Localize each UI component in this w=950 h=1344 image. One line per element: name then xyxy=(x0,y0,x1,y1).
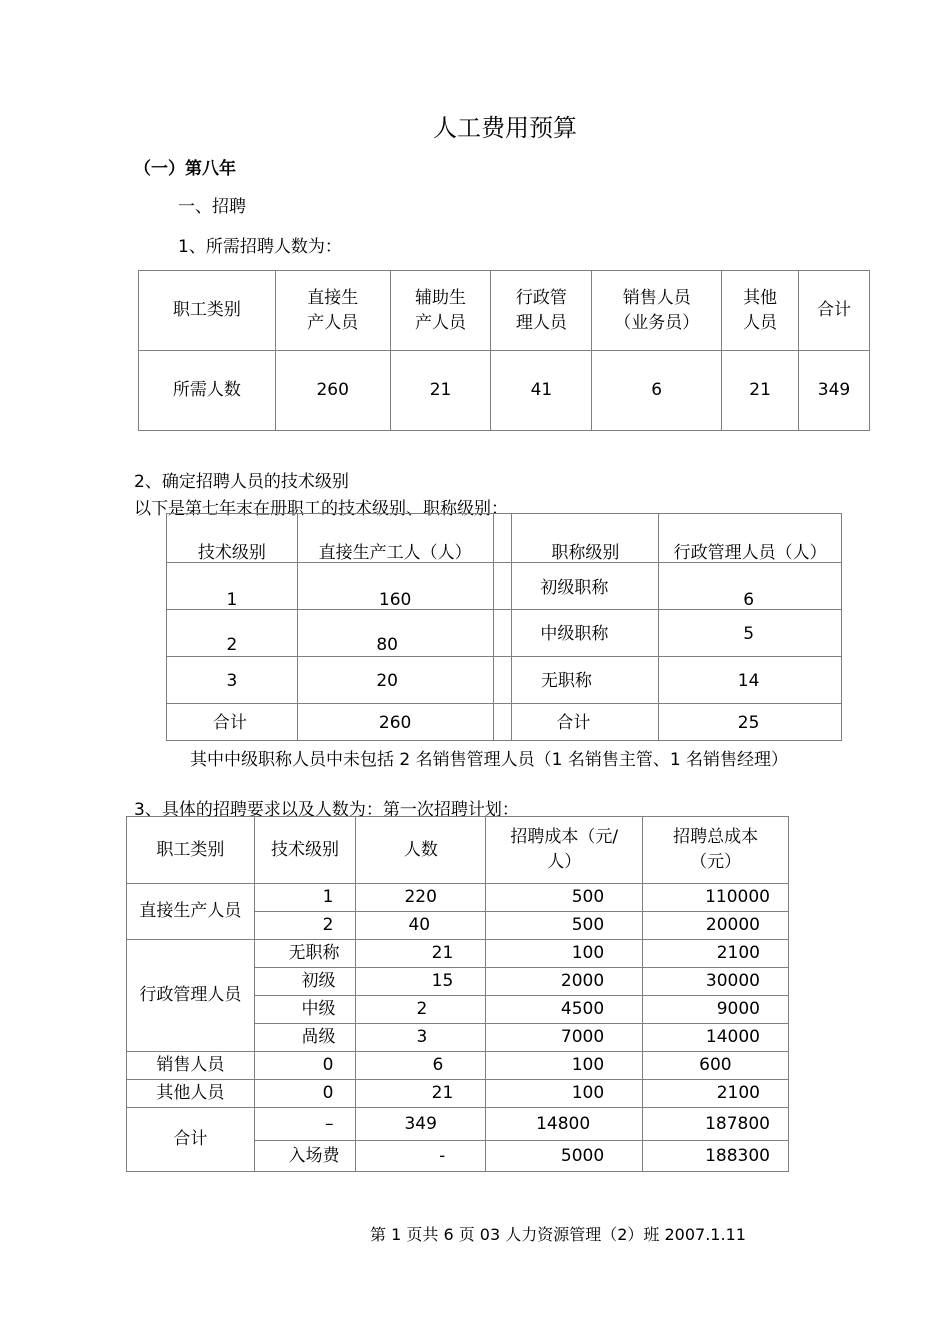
table-cell: 100 xyxy=(486,1080,643,1108)
header-cell: 直接生产工人（人） xyxy=(297,514,493,563)
table-row xyxy=(139,351,870,431)
required-headcount-table xyxy=(138,270,870,431)
table-cell: 188300 xyxy=(643,1141,789,1172)
table-header-row xyxy=(139,271,870,351)
table-cell: 2000 xyxy=(486,968,643,996)
group-label-other: 其他人员 xyxy=(127,1080,255,1108)
table-row xyxy=(167,610,842,657)
table-cell: 2 xyxy=(167,610,298,657)
table-cell: 20 xyxy=(297,657,493,704)
table-cell: – xyxy=(254,1108,356,1141)
table-header-row xyxy=(127,817,789,884)
table-cell: 600 xyxy=(643,1052,789,1080)
recruitment-plan-table xyxy=(126,816,789,1172)
group-label-direct: 直接生产人员 xyxy=(127,884,255,940)
table-cell: 3 xyxy=(356,1024,486,1052)
table-cell: 合计 xyxy=(512,704,659,741)
header-cell: 招聘成本（元/ 人） xyxy=(486,817,643,884)
table-cell: 5000 xyxy=(486,1141,643,1172)
table-cell: 187800 xyxy=(643,1108,789,1141)
table-cell: 21 xyxy=(356,940,486,968)
item-1-heading: 1、所需招聘人数为： xyxy=(178,237,342,257)
table-2-note: 其中中级职称人员中未包括 2 名销售管理人员（1 名销售主管、1 名销售经理） xyxy=(190,750,789,770)
header-cell: 销售人员 （业务员） xyxy=(592,271,722,351)
table-cell: 500 xyxy=(486,912,643,940)
table-cell: 无职称 xyxy=(254,940,356,968)
header-cell: 人数 xyxy=(356,817,486,884)
header-cell: 行政管 理人员 xyxy=(491,271,592,351)
table-cell: 110000 xyxy=(643,884,789,912)
table-cell: 80 xyxy=(297,610,493,657)
table-cell: 2 xyxy=(254,912,356,940)
table-cell: 100 xyxy=(486,940,643,968)
group-label-sales: 销售人员 xyxy=(127,1052,255,1080)
table-cell: 14800 xyxy=(486,1108,643,1141)
table-cell: 14000 xyxy=(643,1024,789,1052)
table-row xyxy=(127,1080,789,1108)
table-cell: 14 xyxy=(659,657,842,704)
header-cell: 招聘总成本 （元） xyxy=(643,817,789,884)
table-cell: 40 xyxy=(356,912,486,940)
header-cell: 职工类别 xyxy=(127,817,255,884)
table-cell: 无职称 xyxy=(512,657,659,704)
group-label-total: 合计 xyxy=(127,1108,255,1172)
table-cell: 100 xyxy=(486,1052,643,1080)
row-label: 所需人数 xyxy=(139,351,276,431)
header-cell: 其他 人员 xyxy=(722,271,799,351)
header-cell: 职工类别 xyxy=(139,271,276,351)
table-cell: 260 xyxy=(297,704,493,741)
staff-level-table xyxy=(166,513,842,741)
page-footer: 第 1 页共 6 页 03 人力资源管理（2）班 2007.1.11 xyxy=(370,1225,746,1244)
table-cell: 中级 xyxy=(254,996,356,1024)
table-cell: 15 xyxy=(356,968,486,996)
table-cell: 20000 xyxy=(643,912,789,940)
table-cell: 21 xyxy=(356,1080,486,1108)
table-cell: 6 xyxy=(592,351,722,431)
header-cell: 技术级别 xyxy=(167,514,298,563)
table-cell: 3 xyxy=(167,657,298,704)
table-row xyxy=(167,657,842,704)
table-cell: 21 xyxy=(390,351,491,431)
table-cell: 220 xyxy=(356,884,486,912)
table-cell: 160 xyxy=(297,563,493,610)
section-heading: （一）第八年 xyxy=(134,159,236,179)
table-cell: 咼级 xyxy=(254,1024,356,1052)
table-cell: 1 xyxy=(167,563,298,610)
table-cell: 25 xyxy=(659,704,842,741)
table-cell: 349 xyxy=(356,1108,486,1141)
page-title: 人工费用预算 xyxy=(433,114,577,142)
table-cell: 2100 xyxy=(643,1080,789,1108)
header-cell: 直接生 产人员 xyxy=(275,271,390,351)
table-cell: 9000 xyxy=(643,996,789,1024)
table-cell: 2100 xyxy=(643,940,789,968)
table-cell: 349 xyxy=(799,351,870,431)
table-row xyxy=(167,563,842,610)
header-cell: 职称级别 xyxy=(512,514,659,563)
table-cell: 260 xyxy=(275,351,390,431)
table-cell: 初级职称 xyxy=(512,563,659,610)
item-3-heading: 3、具体的招聘要求以及人数为：第一次招聘计划： xyxy=(134,800,519,820)
table-cell: - xyxy=(356,1141,486,1172)
table-cell: 500 xyxy=(486,884,643,912)
header-cell: 辅助生 产人员 xyxy=(390,271,491,351)
table-cell: 2 xyxy=(356,996,486,1024)
header-cell: 合计 xyxy=(799,271,870,351)
table-header-row xyxy=(167,514,842,563)
table-cell: 6 xyxy=(659,563,842,610)
subheading-recruitment: 一、招聘 xyxy=(178,197,246,217)
table-cell: 初级 xyxy=(254,968,356,996)
table-cell: 30000 xyxy=(643,968,789,996)
table-cell: 7000 xyxy=(486,1024,643,1052)
group-label-admin: 行政管理人员 xyxy=(127,940,255,1052)
table-cell: 0 xyxy=(254,1052,356,1080)
table-cell: 4500 xyxy=(486,996,643,1024)
table-cell: 中级职称 xyxy=(512,610,659,657)
table-row xyxy=(127,940,789,968)
spacer-cell xyxy=(493,514,512,563)
table-cell: 0 xyxy=(254,1080,356,1108)
table-cell: 21 xyxy=(722,351,799,431)
table-cell: 合计 xyxy=(167,704,298,741)
table-cell: 5 xyxy=(659,610,842,657)
table-cell: 1 xyxy=(254,884,356,912)
table-row xyxy=(127,1108,789,1141)
table-row xyxy=(127,884,789,912)
table-cell: 41 xyxy=(491,351,592,431)
header-cell: 行政管理人员（人） xyxy=(659,514,842,563)
table-cell: 6 xyxy=(356,1052,486,1080)
item-2-heading: 2、确定招聘人员的技术级别 xyxy=(134,472,349,492)
table-row xyxy=(167,704,842,741)
item-2-intro: 以下是第七年末在册职工的技术级别、职称级别： xyxy=(134,499,508,519)
table-row xyxy=(127,1052,789,1080)
table-cell: 入场费 xyxy=(254,1141,356,1172)
header-cell: 技术级别 xyxy=(254,817,356,884)
